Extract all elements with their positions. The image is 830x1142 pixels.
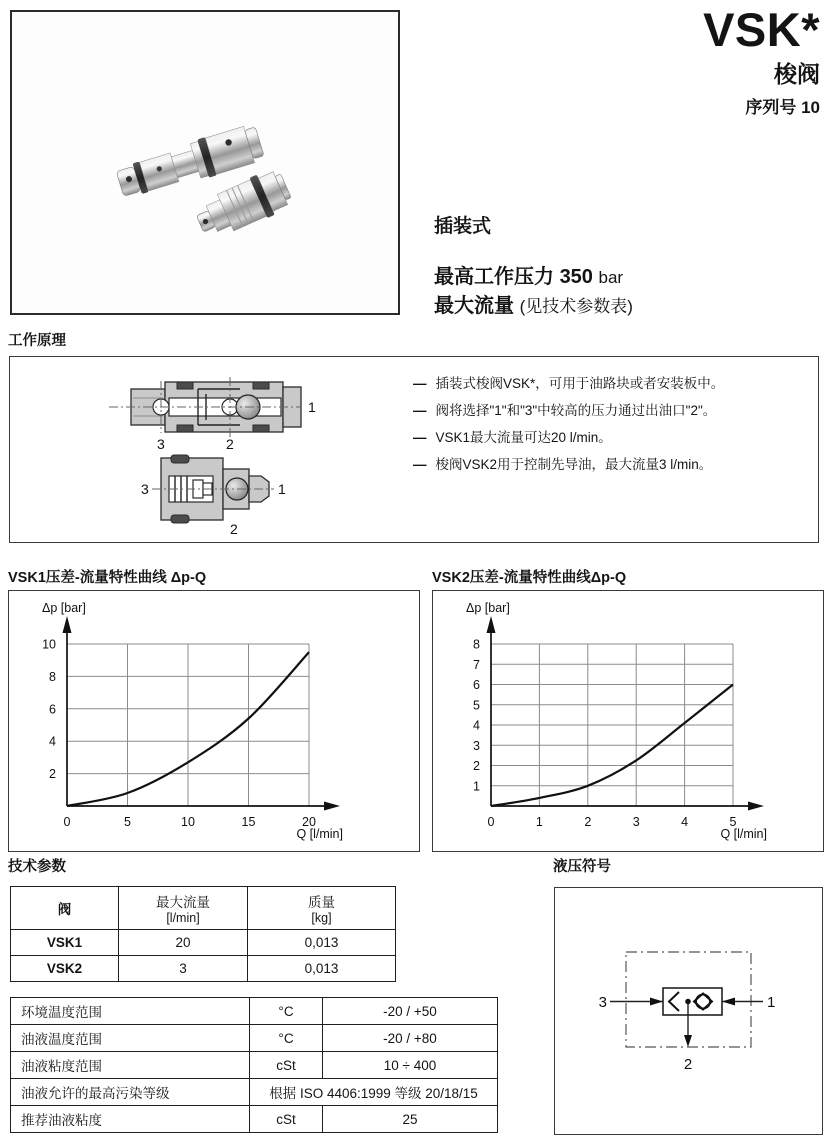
table-row <box>11 1079 498 1106</box>
principle-bullets <box>413 376 724 484</box>
page-title: VSK* <box>703 3 820 56</box>
svg-text:2: 2 <box>49 767 56 782</box>
param-unit-cell: °C <box>250 998 323 1025</box>
param-value-cell: -20 / +80 <box>323 1025 498 1052</box>
pressure-unit: bar <box>598 268 624 287</box>
svg-text:1: 1 <box>535 815 543 829</box>
param-label-cell: 油液允许的最高污染等级 <box>11 1079 250 1106</box>
working-principle-heading: 工作原理 <box>8 333 66 349</box>
svg-text:10: 10 <box>42 637 56 652</box>
symbol-port-label: 2 <box>683 1056 693 1073</box>
tech-params-heading: 技术参数 <box>8 859 66 875</box>
svg-text:Q [l/min]: Q [l/min] <box>296 827 343 841</box>
valve-table <box>10 886 396 982</box>
table-row <box>11 956 396 982</box>
valve-type-subtitle: 梭阀 <box>774 60 820 87</box>
table-row <box>11 998 498 1025</box>
port-label: 3 <box>157 436 165 452</box>
param-value-cell: 根据 ISO 4406:1999 等级 20/18/15 <box>250 1079 498 1106</box>
column-header: 最大流量 [l/min] <box>119 887 248 930</box>
svg-text:Q [l/min]: Q [l/min] <box>720 827 767 841</box>
svg-text:5: 5 <box>729 815 737 829</box>
svg-text:5: 5 <box>124 815 131 829</box>
port-label: 1 <box>308 399 316 415</box>
param-label-cell: 环境温度范围 <box>11 998 250 1025</box>
max-pressure-value: 350 <box>559 266 593 288</box>
svg-text:6: 6 <box>473 678 480 692</box>
weight-cell: 0,013 <box>248 956 396 982</box>
series-number: 序列号 10 <box>745 97 820 117</box>
svg-text:15: 15 <box>241 815 256 829</box>
param-value-cell: -20 / +50 <box>323 998 498 1025</box>
principle-bullet: — 插装式梭阀VSK*，可用于油路块或者安装板中。 <box>413 376 725 391</box>
svg-text:8: 8 <box>49 669 56 684</box>
port-label: 2 <box>230 521 238 537</box>
principle-bullet: — 阀将选择"1"和"3"中较高的压力通过出油口"2"。 <box>413 403 717 418</box>
svg-text:3: 3 <box>473 738 480 753</box>
param-label-cell: 油液粘度范围 <box>11 1052 250 1079</box>
param-label-cell: 推荐油液粘度 <box>11 1106 250 1133</box>
param-unit-cell: cSt <box>250 1052 323 1079</box>
svg-text:0: 0 <box>487 815 495 829</box>
max-flow-line: 最大流量 (见技术参数表) <box>434 295 633 317</box>
title-block <box>703 3 820 118</box>
valve-cartridges-photo <box>12 12 394 309</box>
svg-text:4: 4 <box>49 734 56 749</box>
max-flow-cell: 20 <box>119 930 248 956</box>
svg-text:2: 2 <box>473 759 480 773</box>
table-row <box>11 1025 498 1052</box>
svg-text:0: 0 <box>63 815 71 829</box>
port-label: 1 <box>278 481 286 497</box>
table-row <box>11 1106 498 1133</box>
table-row <box>11 930 396 956</box>
svg-text:7: 7 <box>473 657 480 672</box>
svg-text:4: 4 <box>681 815 689 829</box>
svg-text:6: 6 <box>49 702 56 717</box>
port-label: 2 <box>226 436 234 452</box>
working-principle-box <box>9 356 819 543</box>
param-unit-cell: °C <box>250 1025 323 1052</box>
param-value-cell: 25 <box>323 1106 498 1133</box>
vsk1-dp-q-chart <box>9 591 415 847</box>
vsk2-cross-section-diagram <box>141 454 293 540</box>
param-value-cell: 10 ÷ 400 <box>323 1052 498 1079</box>
svg-text:2: 2 <box>584 815 592 829</box>
vsk1-chart-box <box>8 590 420 852</box>
vsk1-chart-title: VSK1压差-流量特性曲线 Δp-Q <box>8 570 207 586</box>
column-header: 质量 [kg] <box>248 887 396 930</box>
hydraulic-symbol-heading: 液压符号 <box>553 859 611 875</box>
svg-text:10: 10 <box>181 815 195 829</box>
max-flow-note: (见技术参数表) <box>519 297 633 316</box>
svg-text:3: 3 <box>632 815 640 829</box>
hydraulic-symbol-box <box>554 887 823 1135</box>
intro-specs <box>434 211 633 321</box>
principle-bullet: — VSK1最大流量可达20 l/min。 <box>413 430 612 445</box>
max-pressure-line: 最高工作压力 350 bar <box>434 266 624 288</box>
symbol-port-label: 1 <box>767 994 776 1011</box>
table-row <box>11 1052 498 1079</box>
weight-cell: 0,013 <box>248 930 396 956</box>
fluid-table <box>10 997 498 1133</box>
svg-text:20: 20 <box>302 815 316 829</box>
max-flow-cell: 3 <box>119 956 248 982</box>
valve-name-cell: VSK1 <box>11 930 119 956</box>
svg-text:8: 8 <box>473 637 480 652</box>
vsk2-chart-title: VSK2压差-流量特性曲线Δp-Q <box>432 570 627 586</box>
svg-text:4: 4 <box>473 718 480 733</box>
vsk2-dp-q-chart <box>433 591 819 847</box>
svg-text:5: 5 <box>473 698 480 713</box>
svg-text:Δp [bar]: Δp [bar] <box>466 601 510 615</box>
param-unit-cell: cSt <box>250 1106 323 1133</box>
svg-text:Δp [bar]: Δp [bar] <box>42 601 86 615</box>
product-photo <box>10 10 400 315</box>
principle-bullet: — 梭阀VSK2用于控制先导油，最大流量3 l/min。 <box>413 457 713 472</box>
port-label: 3 <box>141 481 149 497</box>
param-label-cell: 油液温度范围 <box>11 1025 250 1052</box>
mount-type: 插装式 <box>434 216 492 237</box>
shuttle-valve-symbol <box>555 888 819 1131</box>
vsk2-chart-box <box>432 590 824 852</box>
column-header: 阀 <box>11 887 119 930</box>
valve-name-cell: VSK2 <box>11 956 119 982</box>
vsk1-cross-section-diagram <box>105 371 327 453</box>
valve-table-header-row <box>11 887 396 930</box>
symbol-port-label: 3 <box>598 994 607 1011</box>
svg-text:1: 1 <box>473 779 480 794</box>
